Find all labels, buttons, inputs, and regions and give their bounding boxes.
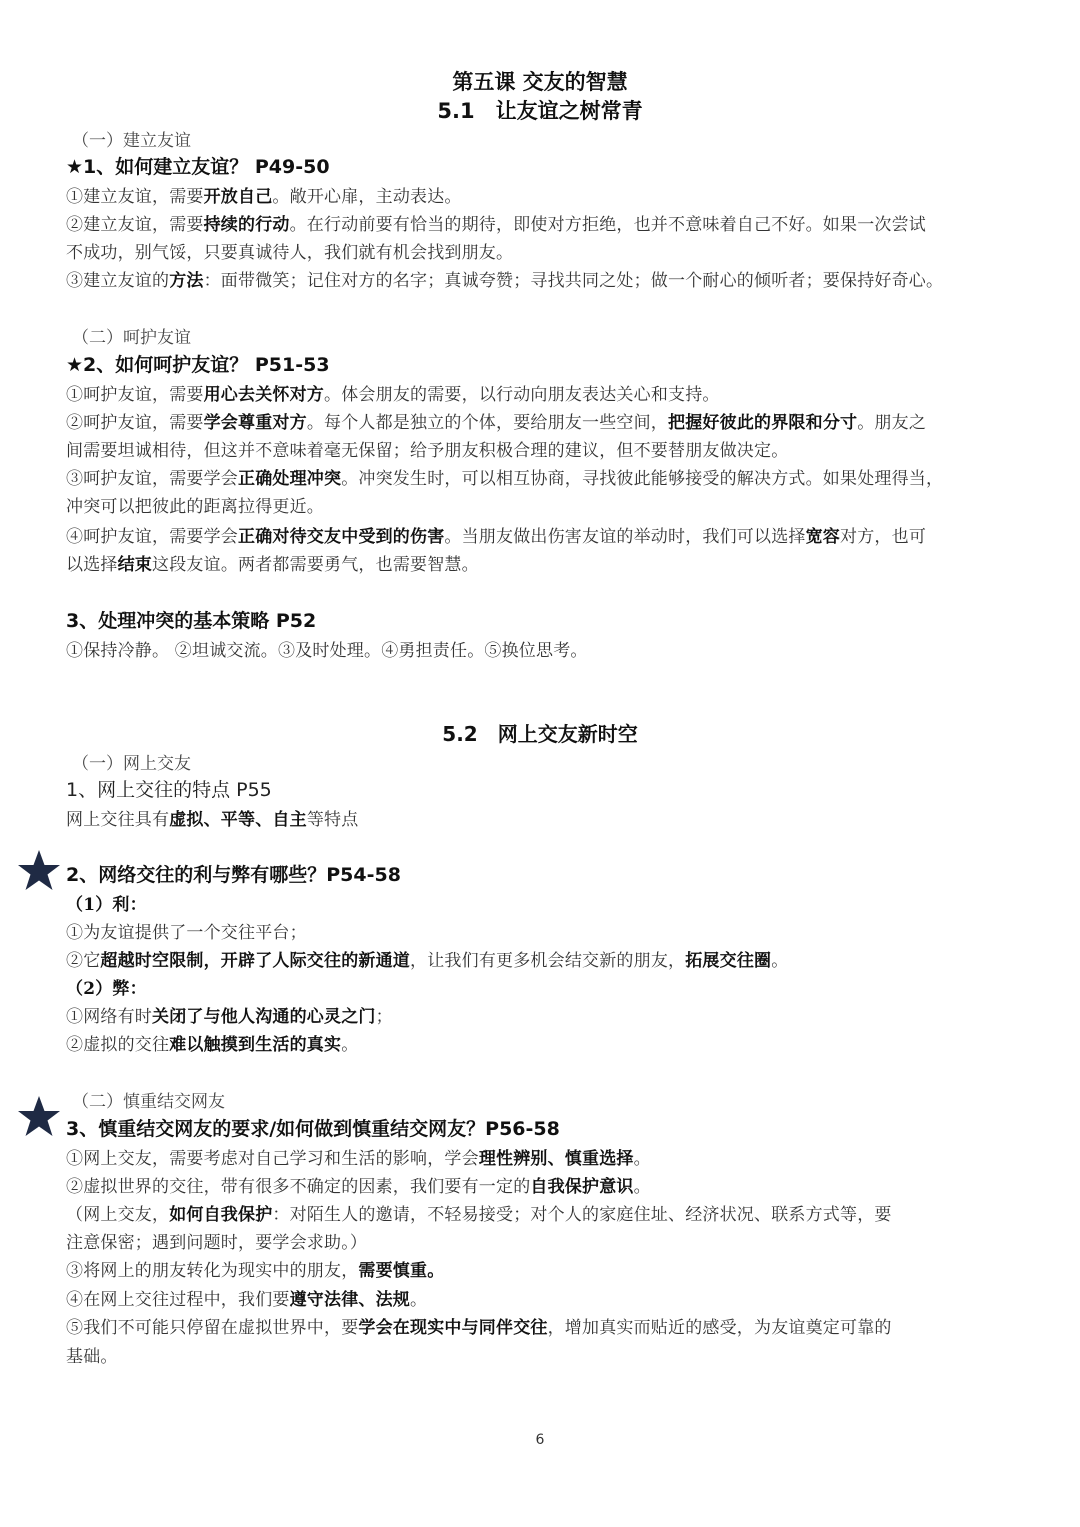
pros-line-2: ②它超越时空限制，开辟了人际交往的新通道，让我们有更多机会结交新的朋友，拓展交往圈。 [66,951,789,971]
q1-line-1: ①建立友谊，需要开放自己。敞开心扉，主动表达。 [66,187,462,207]
sec52-part1-label: （一）网上交友 [72,754,191,774]
q2-line-6: ④呵护友谊，需要学会正确对待交友中受到的伤害。当朋友做出伤害友谊的举动时，我们可以选择宽容对方，也可 [66,527,927,547]
page-number: 6 [535,1432,545,1448]
q1-heading: ★1、如何建立友谊？ P49-50 [66,156,330,178]
sec52-q3-line-2: ②虚拟世界的交往，带有很多不确定的因素，我们要有一定的自我保护意识。 [66,1177,651,1197]
sec52-q2-heading: 2、网络交往的利与弊有哪些？P54-58 [66,864,401,886]
q2-line-5: 冲突可以把彼此的距离拉得更近。 [66,497,324,517]
sec52-part2-label: （二）慎重结交网友 [72,1092,225,1112]
sec52-q3-line-3: （网上交友，如何自我保护：对陌生人的邀请，不轻易接受；对个人的家庭住址、经济状况、联系方式等，要 [66,1205,892,1225]
section-5-1-title: 5.1 让友谊之树常青 [437,99,643,123]
cons-line-2: ②虚拟的交往难以触摸到生活的真实。 [66,1035,359,1055]
q3-line-1: ①保持冷静。 ②坦诚交流。③及时处理。④勇担责任。⑤换位思考。 [66,641,588,661]
q2-line-4: ③呵护友谊，需要学会正确处理冲突。冲突发生时，可以相互协商，寻找彼此能够接受的解决方式。如果处理得当， [66,469,944,489]
pros-line-1: ①为友谊提供了一个交往平台； [66,923,307,943]
sec52-q3-heading: 3、慎重结交网友的要求/如何做到慎重结交网友？P56-58 [66,1118,560,1140]
sec52-q3-line-7: ⑤我们不可能只停留在虚拟世界中，要学会在现实中与同伴交往，增加真实而贴近的感受，为友谊奠定可靠的 [66,1318,892,1338]
q3-heading: 3、处理冲突的基本策略 P52 [66,610,317,632]
q1-line-3: 不成功，别气馁，只要真诚待人，我们就有机会找到朋友。 [66,243,514,263]
q2-line-3: 间需要坦诚相待，但这并不意味着毫无保留；给予朋友积极合理的建议，但不要替朋友做决定。 [66,441,789,461]
q1-line-2: ②建立友谊，需要持续的行动。在行动前要有恰当的期待，即使对方拒绝，也并不意味着自己不好。如果一次尝试 [66,215,927,235]
lesson-title: 第五课 交友的智慧 [452,70,628,94]
sec52-q1-line-1: 网上交往具有虚拟、平等、自主等特点 [66,810,359,830]
sec52-q3-line-8: 基础。 [66,1347,118,1367]
q2-line-7: 以选择结束这段友谊。两者都需要勇气，也需要智慧。 [66,555,479,575]
q1-line-4: ③建立友谊的方法：面带微笑；记住对方的名字；真诚夸赞；寻找共同之处；做一个耐心的倾听者；要保持好奇心。 [66,271,944,291]
section-5-2-title: 5.2 网上交友新时空 [442,722,638,746]
cons-label: （2）弊： [66,979,147,999]
q2-line-1: ①呵护友谊，需要用心去关怀对方。体会朋友的需要，以行动向朋友表达关心和支持。 [66,385,720,405]
sec52-q3-line-5: ③将网上的朋友转化为现实中的朋友，需要慎重。 [66,1261,445,1281]
q2-heading: ★2、如何呵护友谊？ P51-53 [66,354,330,376]
part2-label: （二）呵护友谊 [72,328,191,348]
q2-line-2: ②呵护友谊，需要学会尊重对方。每个人都是独立的个体，要给朋友一些空间，把握好彼此的界限和分寸。朋友之 [66,413,927,433]
part1-label: （一）建立友谊 [72,131,191,151]
cons-line-1: ①网络有时关闭了与他人沟通的心灵之门； [66,1007,393,1027]
star-icon [16,848,62,894]
sec52-q3-line-1: ①网上交友，需要考虑对自己学习和生活的影响，学会理性辨别、慎重选择。 [66,1149,651,1169]
sec52-q3-line-6: ④在网上交往过程中，我们要遵守法律、法规。 [66,1290,428,1310]
star-icon [16,1094,62,1140]
sec52-q3-line-4: 注意保密；遇到问题时，要学会求助。） [66,1233,368,1253]
pros-label: （1）利： [66,895,147,915]
sec52-q1-heading: 1、网上交往的特点 P55 [66,779,272,801]
